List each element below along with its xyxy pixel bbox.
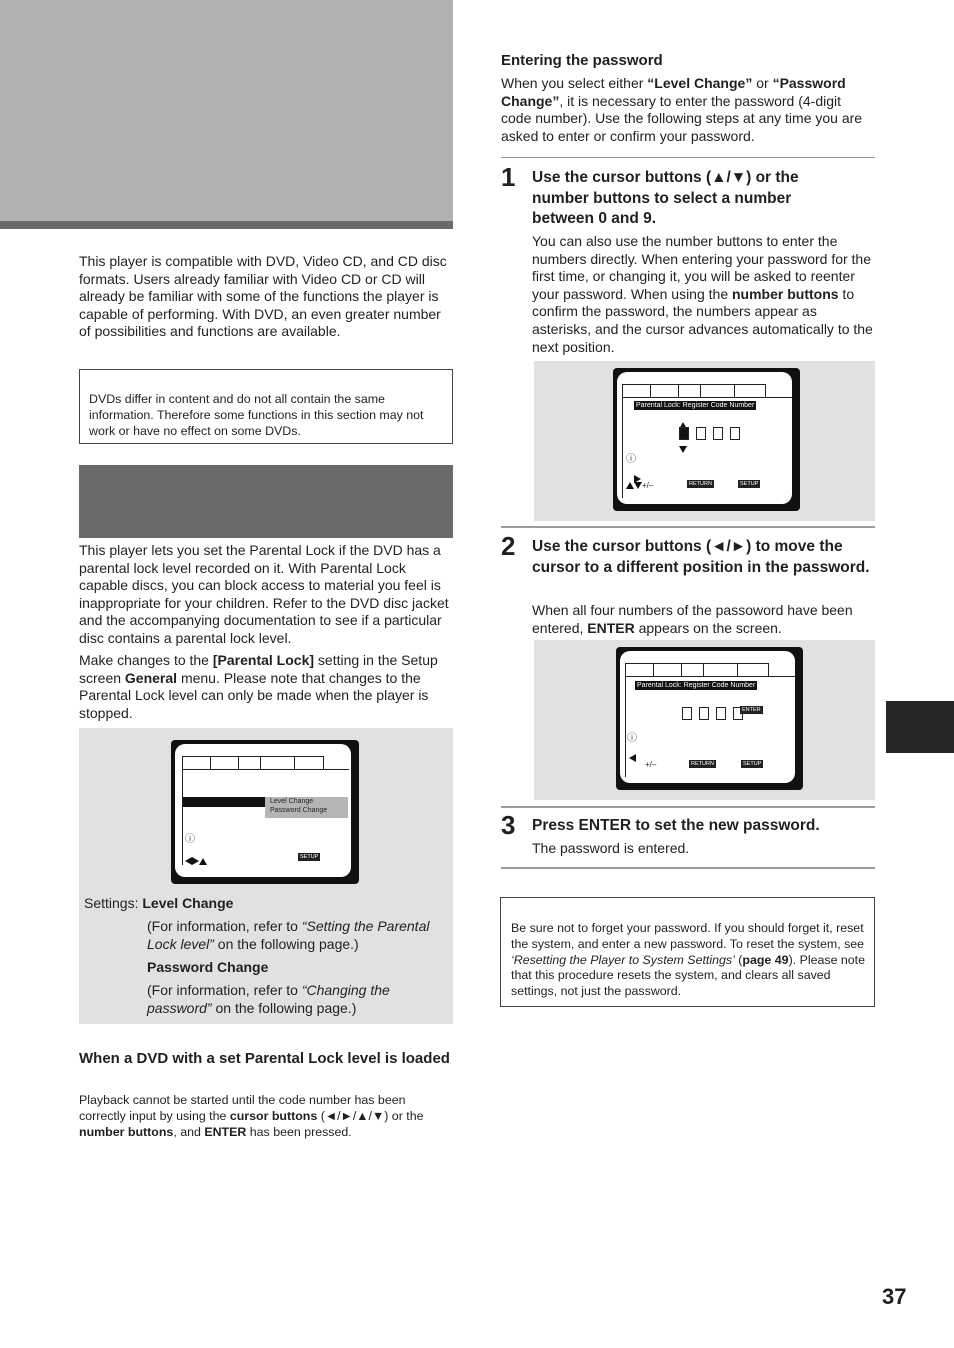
text-run: (For information, refer to	[147, 982, 302, 998]
setup-button-label: SETUP	[740, 481, 759, 487]
code-box	[713, 427, 723, 440]
setting-password-change-label: Password Change	[147, 959, 269, 975]
settings-label: Settings:	[84, 895, 143, 911]
password-change-note	[147, 982, 437, 1017]
loaded-heading: When a DVD with a set Parental Lock level is loaded	[79, 1050, 450, 1067]
setting-password-change	[147, 959, 268, 977]
return-button-label: RETURN	[691, 761, 714, 767]
chapter-side-tab	[886, 701, 954, 753]
text-run: to confirm the password, the numbers appear as asterisks, and the cursor advances automatically to the next position.	[532, 285, 873, 355]
text-run: Be sure not to forget your password. If you should forget it, reset the system, and enter a new password. To reset the system, see	[511, 921, 865, 951]
code-box	[696, 427, 706, 440]
text-run: (For information, refer to	[147, 918, 302, 934]
notice-box	[79, 369, 453, 444]
text-run: When all four numbers of the passoword have been entered,	[532, 602, 853, 636]
left-arrow-icon	[629, 749, 636, 767]
plusminus-label: +/–	[642, 481, 654, 490]
info-icon: ⓘ	[627, 733, 637, 744]
header-gray-block	[0, 0, 453, 221]
menu-tabs	[622, 384, 766, 398]
step-2-title: Use the cursor buttons (◄/►) to move the cursor to a different position in the password.	[532, 538, 870, 576]
step-2-body	[532, 602, 877, 637]
divider	[501, 157, 875, 158]
text-run: , it is necessary to enter the password (4-digit code number). Use the following steps at any time you are asked to enter or confirm your password.	[501, 92, 863, 144]
setting-level-change: Level Change	[142, 895, 234, 911]
menu-tabs	[625, 663, 769, 677]
cursor-up-down-icon	[626, 482, 653, 491]
section-title-bar	[79, 465, 453, 538]
tab	[211, 757, 239, 769]
text-run: has been pressed.	[246, 1124, 352, 1139]
text-run: on the following page.)	[213, 935, 359, 952]
text-run: menu. Please note that changes to the Parental Lock level can only be made when the player is stopped.	[79, 669, 429, 721]
info-icon: ⓘ	[185, 834, 195, 845]
step-1-title: Use the cursor buttons (▲/▼) or the number buttons to select a number between 0 and 9.	[532, 169, 799, 227]
code-box	[699, 707, 709, 720]
reference: “Changing the password”	[147, 982, 390, 1016]
entering-heading: Entering the password	[501, 52, 663, 69]
warning-box	[500, 897, 875, 1007]
step-1-body	[532, 233, 877, 356]
text-run: ENTER	[587, 619, 635, 636]
text-run: (◄/►/▲/▼) or the	[317, 1108, 424, 1123]
step-1-number: 1	[501, 162, 516, 192]
selected-row	[183, 797, 265, 807]
menu-tabs	[182, 756, 324, 770]
tv-screen-code-entered	[616, 647, 803, 790]
submenu-item-level-change: Level Change	[270, 798, 314, 805]
text-run: “Password Change”	[501, 75, 846, 109]
info-icon: ⓘ	[626, 454, 636, 465]
notice-text: DVDs differ in content and do not all contain the same information. Therefore some functions in this section may not work or have no effect on some DVDs.	[89, 392, 424, 438]
tab	[623, 385, 651, 397]
page-number: 37	[882, 1284, 907, 1309]
text-run: Make changes to the	[79, 652, 213, 668]
submenu	[265, 797, 348, 818]
warning-text	[511, 921, 866, 1000]
header-divider-bar	[0, 221, 453, 229]
tab	[261, 757, 295, 769]
text-run: , and	[173, 1124, 205, 1139]
parental-paragraph-1: This player lets you set the Parental Lock if the DVD has a parental lock level recorded on it. With Parental Lock capable discs, you can block access to material you feel is inappropriate for your children. Refer to the DVD disc jacket and the accompanying documentation to see if a particular disc contains a parental lock level.	[79, 542, 449, 646]
screen-area	[617, 372, 792, 504]
text-run: When you select either	[501, 75, 648, 91]
page-reference: page 49	[742, 952, 789, 967]
text-run: number buttons	[732, 285, 839, 302]
step-3-title: Press ENTER to set the new password.	[532, 817, 820, 834]
loaded-paragraph	[79, 1093, 453, 1140]
text-run: ). Please note that this procedure resets the system, and clears all saved settings, not just the password.	[511, 952, 866, 999]
tab	[735, 385, 765, 397]
screen-area	[175, 744, 351, 877]
text-run: setting in the Setup screen	[79, 652, 438, 686]
code-box	[682, 707, 692, 720]
return-button-label: RETURN	[689, 481, 712, 487]
text-run: Playback cannot be started until the code number has been correctly input by using the	[79, 1093, 406, 1123]
text-run: on the following page.)	[211, 999, 357, 1016]
text-run: (	[734, 952, 743, 967]
text-run: cursor buttons	[229, 1108, 318, 1123]
tab	[239, 757, 262, 769]
tv-screen-register-code	[613, 368, 800, 511]
screen-title: Parental Lock: Register Code Number	[637, 682, 756, 689]
text-run: appears on the screen.	[634, 619, 782, 636]
screen-area	[620, 651, 795, 783]
plusminus-label: +/–	[645, 760, 657, 769]
tab	[626, 664, 654, 676]
setup-button-label: SETUP	[743, 761, 762, 767]
down-arrow-icon	[679, 440, 687, 458]
tab	[654, 664, 682, 676]
enter-button-label: ENTER	[742, 707, 761, 713]
tab	[651, 385, 679, 397]
step-3-body: The password is entered.	[532, 840, 690, 856]
reference: ‘Resetting the Player to System Settings’	[511, 952, 735, 967]
code-box	[716, 707, 726, 720]
parental-paragraph-2	[79, 652, 453, 722]
settings-label-line	[84, 895, 444, 913]
divider	[501, 806, 875, 808]
general-term: General	[124, 669, 178, 686]
tab	[679, 385, 702, 397]
code-boxes	[679, 425, 747, 443]
parental-lock-term: [Parental Lock]	[212, 652, 315, 668]
tab	[704, 664, 738, 676]
code-box	[730, 427, 740, 440]
code-box	[679, 427, 689, 440]
intro-paragraph: This player is compatible with DVD, Video CD, and CD disc formats. Users already familiar with Video CD or CD will already be familiar with some of the functions the player is capable of performing. With DVD, an even greater number of possibilities and functions are available.	[79, 253, 447, 340]
text-run: or	[752, 75, 773, 91]
tab	[295, 757, 323, 769]
screen-title: Parental Lock: Register Code Number	[636, 402, 755, 409]
tab	[738, 664, 768, 676]
step-2-number: 2	[501, 531, 516, 561]
tab	[183, 757, 211, 769]
tab	[682, 664, 705, 676]
submenu-item-password-change: Password Change	[270, 807, 328, 814]
tab	[701, 385, 735, 397]
setup-button-label: SETUP	[300, 854, 319, 860]
level-change-note	[147, 918, 447, 953]
text-run: “Level Change”	[647, 75, 753, 91]
step-3-number: 3	[501, 810, 516, 840]
tv-screen-setup-menu	[171, 740, 359, 884]
text-run: number buttons	[79, 1124, 174, 1139]
divider	[501, 867, 875, 869]
text-run: ENTER	[204, 1124, 247, 1139]
entering-paragraph	[501, 75, 875, 145]
cursor-arrows-icon	[185, 852, 207, 870]
reference: “Setting the Parental Lock level”	[147, 918, 430, 952]
text-run: You can also use the number buttons to enter the numbers directly. When entering your password for the first time, or changing it, you will be asked to reenter your password. When using the	[532, 233, 872, 302]
divider	[501, 526, 875, 528]
